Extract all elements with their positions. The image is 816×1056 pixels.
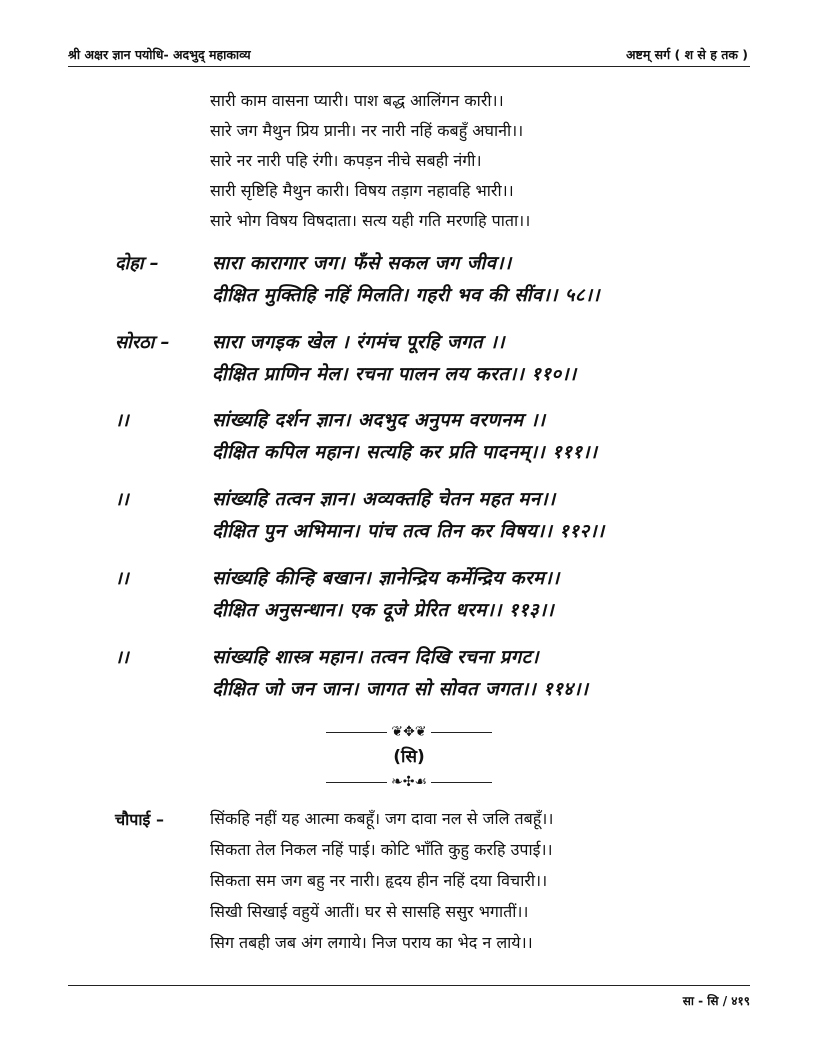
ornament-top bbox=[326, 722, 492, 742]
couplet-line: दीक्षित प्राणिन मेल। रचना पालन लय करत।। ११०।। bbox=[212, 364, 577, 385]
chaupai-line: सिकता सम जग बहु नर नारी। हृदय हीन नहिं दया विचारी।। bbox=[210, 871, 548, 890]
chaupai-line: सिंकहि नहीं यह आत्मा कबहूँ। जग दावा नल से जलि तबहूँ।। bbox=[210, 809, 554, 828]
section-title: (सि) bbox=[393, 747, 425, 767]
verse-line: सारे नर नारी पहि रंगी। कपड़न नीचे सबही नंगी। bbox=[210, 151, 482, 170]
couplet-113 bbox=[212, 563, 560, 627]
chaupai-label: चौपाई – bbox=[115, 810, 164, 829]
ornament-rule bbox=[326, 732, 387, 733]
flourish-icon: ❦✥❦ bbox=[391, 724, 427, 740]
ornament-rule bbox=[431, 782, 492, 783]
couplet-line: सांख्यहि दर्शन ज्ञान। अदभुद अनुपम वरणनम ।। bbox=[212, 410, 546, 431]
verse-line: सारी काम वासना प्यारी। पाश बद्ध आलिंगन कारी।। bbox=[210, 91, 504, 110]
doha-label: दोहा – bbox=[115, 253, 159, 274]
book-title: श्री अक्षर ज्ञान पयोधि- अदभुद् महाकाव्य bbox=[68, 46, 251, 62]
chaupai-line: सिग तबही जब अंग लगाये। निज पराय का भेद न लाये।। bbox=[210, 933, 533, 952]
flourish-icon: ❧✣☙ bbox=[391, 774, 428, 790]
couplet-marker: ।। bbox=[115, 568, 129, 589]
ornament-bottom bbox=[326, 772, 492, 792]
footer-divider bbox=[68, 985, 750, 986]
header-divider bbox=[68, 66, 750, 67]
couplet-line: दीक्षित पुन अभिमान। पांच तत्व तिन कर विषय।। ११२।। bbox=[212, 521, 605, 542]
couplet-114 bbox=[212, 642, 589, 706]
couplet-112 bbox=[212, 484, 605, 548]
couplet-111 bbox=[212, 405, 598, 469]
verse-line: सारे भोग विषय विषदाता। सत्य यही गति मरणहि पाता।। bbox=[210, 211, 531, 230]
couplet-marker: ।। bbox=[115, 489, 129, 510]
couplet-line: सारा जगइक खेल । रंगमंच पूरहि जगत ।। bbox=[212, 332, 506, 353]
chaupai-line: सिकता तेल निकल नहिं पाई। कोटि भाँति कुहु करहि उपाई।। bbox=[210, 840, 553, 859]
sortha-couplet bbox=[212, 327, 577, 391]
section-ornament bbox=[326, 722, 492, 792]
top-verse-block bbox=[210, 86, 530, 236]
page-header bbox=[68, 42, 748, 66]
couplet-marker: ।। bbox=[115, 647, 129, 668]
couplet-line: सांख्यहि तत्वन ज्ञान। अव्यक्तहि चेतन महत मन।। bbox=[212, 489, 556, 510]
verse-line: सारे जग मैथुन प्रिय प्रानी। नर नारी नहिं कबहुँ अघानी।। bbox=[210, 121, 524, 140]
couplet-line: दीक्षित जो जन जान। जागत सो सोवत जगत।। ११४।। bbox=[212, 679, 589, 700]
verse-line: सारी सृष्टिहि मैथुन कारी। विषय तड़ाग नहावहि भारी।। bbox=[210, 181, 514, 200]
doha-couplet bbox=[212, 248, 600, 312]
ornament-rule bbox=[431, 732, 492, 733]
chapter-title: अष्टम् सर्ग ( श से ह तक ) bbox=[625, 46, 748, 62]
couplet-line: सारा कारागार जग। फँसे सकल जग जीव।। bbox=[212, 253, 512, 274]
sortha-label: सोरठा – bbox=[115, 332, 170, 353]
couplet-line: सांख्यहि कीन्हि बखान। ज्ञानेन्द्रिय कर्मेन्द्रिय करम।। bbox=[212, 568, 560, 589]
couplet-line: सांख्यहि शास्त्र महान। तत्वन दिखि रचना प्रगट। bbox=[212, 647, 540, 668]
chaupai-block bbox=[210, 803, 553, 958]
chaupai-line: सिखी सिखाई वहुयें आतीं। घर से सासहि ससुर भगातीं।। bbox=[210, 902, 529, 921]
couplet-line: दीक्षित मुक्तिहि नहिं मिलति। गहरी भव की सींव।। ५८।। bbox=[212, 285, 601, 306]
page-number: सा - सि / ४१९ bbox=[682, 994, 750, 1008]
couplet-line: दीक्षित अनुसन्धान। एक दूजे प्रेरित धरम।। ११३।। bbox=[212, 600, 555, 621]
ornament-rule bbox=[326, 782, 387, 783]
couplet-marker: ।। bbox=[115, 410, 129, 431]
couplet-line: दीक्षित कपिल महान। सत्यहि कर प्रति पादनम्।। १११।। bbox=[212, 442, 598, 463]
